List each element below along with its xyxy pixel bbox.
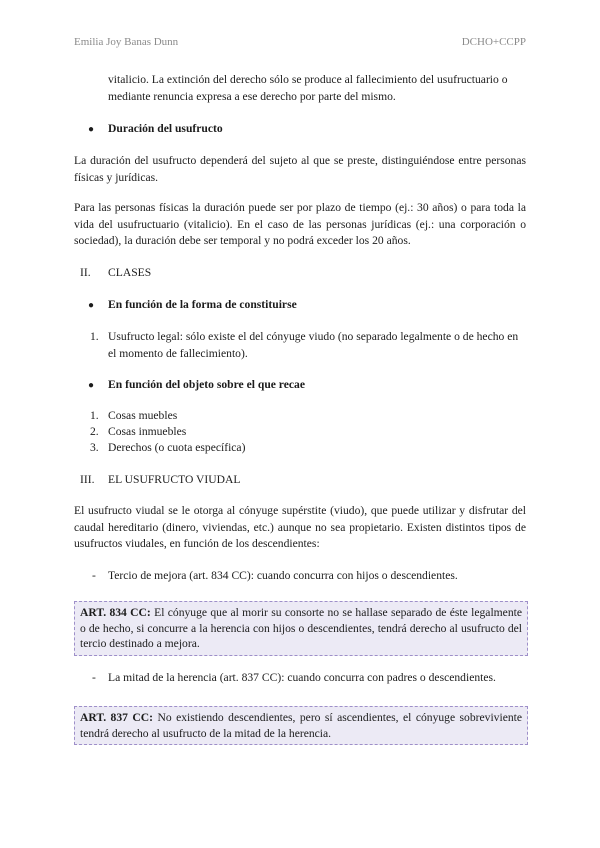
list-text: La mitad de la herencia (art. 837 CC): cuando concurra con padres o descendientes.	[108, 671, 496, 684]
section-number: III.	[80, 473, 95, 486]
article-label: ART. 834 CC:	[80, 606, 151, 619]
list-text: Derechos (o cuota específica)	[108, 441, 246, 454]
duracion-heading-text: Duración del usufructo	[108, 122, 223, 135]
section-number: II.	[80, 266, 91, 279]
dash-marker: -	[92, 569, 96, 582]
article-text: El cónyuge que al morir su consorte no se hallase separado de éste legalmente o de hecho, si concurre a la herencia con hijos o descendientes, tendrá derecho al usufructo del tercio destinado a mejora.	[80, 606, 522, 651]
list-text: Usufructo legal: sólo existe el del cónyuge viudo (no separado legalmente o de hecho en el momento de fallecimiento).	[108, 330, 519, 360]
header-author: Emilia Joy Banas Dunn	[74, 36, 179, 48]
article-text: No existiendo descendientes, pero sí ascendientes, el cónyuge sobreviviente tendrá derecho al usufructo de la mitad de la herencia.	[80, 711, 523, 740]
list-text: Cosas muebles	[108, 409, 178, 422]
section-title: EL USUFRUCTO VIUDAL	[108, 473, 241, 486]
section-viudal-heading	[80, 472, 240, 489]
list-number: 3.	[90, 441, 99, 454]
duracion-heading	[88, 121, 223, 139]
list-item	[92, 670, 526, 687]
continuation-paragraph: vitalicio. La extinción del derecho sólo se produce al fallecimiento del usufructuario o mediante renuncia expresa a ese derecho por parte del mismo.	[108, 73, 508, 103]
bullet-icon: ●	[88, 380, 95, 391]
list-item	[90, 408, 526, 425]
section-clases-heading	[80, 265, 151, 282]
duracion-paragraph-2: Para las personas físicas la duración puede ser por plazo de tiempo (ej.: 30 años) o para toda la vida del usufructuario (vitalicio). En el caso de las personas jurídicas (ej.: una corporación o sociedad), la duración debe ser temporal y no podrá exceder los 20 años.	[74, 201, 526, 248]
list-item	[90, 440, 526, 457]
objeto-heading-text: En función del objeto sobre el que recae	[108, 378, 305, 391]
bullet-icon: ●	[88, 124, 95, 135]
list-text: Tercio de mejora (art. 834 CC): cuando concurra con hijos o descendientes.	[108, 569, 458, 582]
list-number: 2.	[90, 425, 99, 438]
bullet-icon: ●	[88, 300, 95, 311]
forma-heading	[88, 297, 297, 315]
article-837-box	[74, 706, 528, 745]
section-title: CLASES	[108, 266, 152, 279]
viudal-intro-paragraph: El usufructo viudal se le otorga al cónyuge supérstite (viudo), que puede utilizar y disfrutar del caudal hereditario (dinero, viviendas, etc.) aunque no sea propietario. Existen distintos tipos de usufructos viudales, en función de los descendientes:	[74, 504, 526, 551]
article-834-box	[74, 601, 528, 656]
article-label: ART. 837 CC:	[80, 711, 153, 724]
list-text: Cosas inmuebles	[108, 425, 187, 438]
list-number: 1.	[90, 409, 99, 422]
header-course: DCHO+CCPP	[461, 36, 526, 48]
list-item	[90, 424, 526, 441]
objeto-heading	[88, 377, 305, 395]
forma-heading-text: En función de la forma de constituirse	[108, 298, 297, 311]
list-item	[90, 329, 526, 362]
duracion-paragraph-1: La duración del usufructo dependerá del sujeto al que se preste, distinguiéndose entre personas físicas y jurídicas.	[74, 154, 526, 184]
list-item	[92, 568, 526, 585]
list-number: 1.	[90, 330, 99, 343]
dash-marker: -	[92, 671, 96, 684]
